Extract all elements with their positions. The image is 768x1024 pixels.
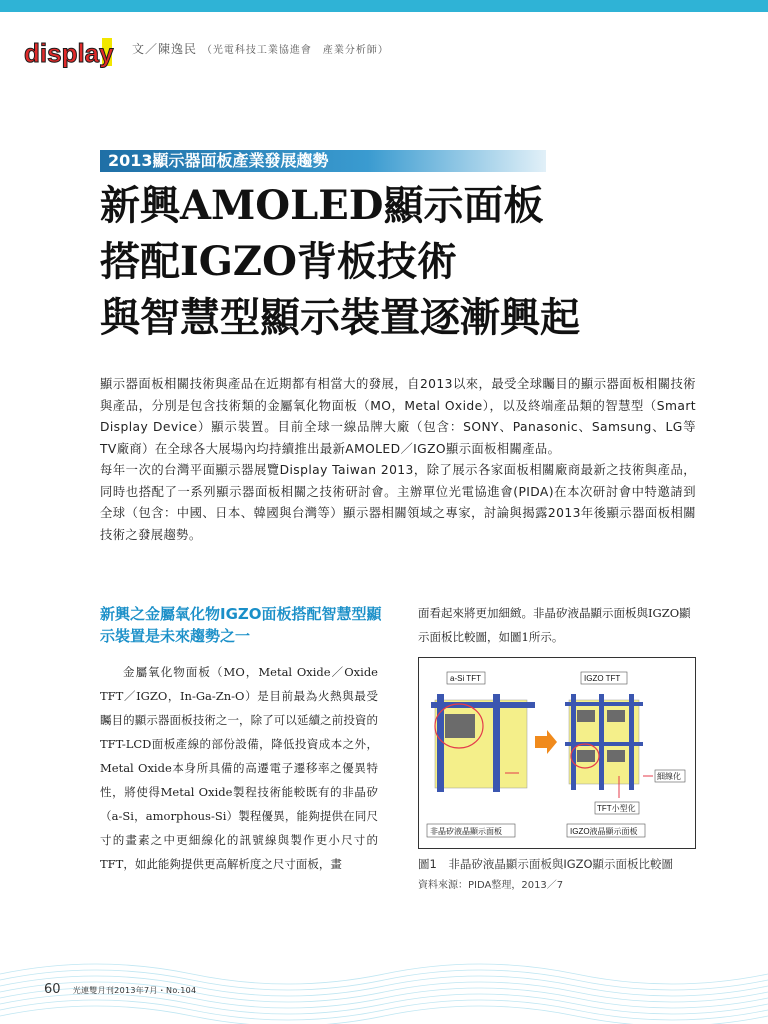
author-affiliation: （光電科技工業協進會 產業分析師） [201,45,389,56]
body-paragraph: 金屬氧化物面板（MO，Metal Oxide／Oxide TFT／IGZO，In-Ga-Zn-O）是目前最為火熱與最受矚目的顯示器面板技術之一，除了可以延續之前投資的TFT-LCD面板產線的部份設備，降低投資成本之外，Metal Oxide本身所具備的高遷電子遷移率之優異特性，將使得Metal Oxide製程技術能較既有的非晶矽（a-Si，amorphous-Si）製程優異，能夠提供在同尺寸的畫素之中更細線化的訊號線與製作更小尺寸的TFT，如此能夠提供更高解析度之尺寸面板，畫 [100,665,378,871]
title-line-2: 搭配IGZO背板技術 [100,238,457,285]
article-title [100,178,580,346]
figure-caption: 圖1 非晶矽液晶顯示面板與IGZO顯示面板比較圖 [418,857,674,871]
transition-arrow [535,730,557,754]
lead-paragraph-1: 顯示器面板相關技術與產品在近期都有相當大的發展，自2013以來，最受全球矚目的顯示器面板相關技術與產品，分別是包含技術類的金屬氧化物面板（MO，Metal Oxide），以及終端產品類的智慧型（Smart Display Device）顯示裝置。目前全球一線品牌大廠（包含：SONY、Panasonic、Samsung、LG等TV廠商）在全球各大展場內均持續推出最新AMOLED／IGZO顯示面板相關產品。 [100,377,696,456]
author: 文／陳逸民 [132,42,198,56]
igzo-tft-block [607,710,625,722]
igzo-tft-block [577,750,595,762]
magazine-issue: 光連雙月刊2013年7月・No.104 [72,986,197,995]
igzo-panel [565,694,653,798]
igzo-tft-block [607,750,625,762]
fine-line-callout-text: 細線化 [657,772,681,781]
body-column-right [418,601,698,649]
tft-small-callout-text: TFT小型化 [597,804,636,813]
byline [132,40,389,57]
asi-panel [431,694,535,792]
lead-paragraphs [100,374,696,546]
asi-tft-block [445,714,475,738]
figure-source: 資料來源：PIDA整理，2013／7 [418,880,564,891]
igzo-tft-block [577,710,595,722]
figure-1 [418,657,696,849]
lead-paragraph-2: 每年一次的台灣平面顯示器展覽Display Taiwan 2013，除了展示各家面板相關廠商最新之技術與產品，同時也搭配了一系列顯示器面板相關之技術研討會。主辦單位光電協進會(PIDA)在本次研討會中特邀請到全球（包含：中國、日本、韓國與台灣等）顯示器相關領域之專家，討論與揭露2013年後顯示器面板相關技術之發展趨勢。 [100,463,696,542]
body-column-left [100,660,378,876]
asi-tft-tag-text: a-Si TFT [450,674,481,683]
page-footer [44,982,196,997]
page-number: 60 [44,982,61,997]
section-heading: 新興之金屬氧化物IGZO面板搭配智慧型顯示裝置是未來趨勢之一 [100,605,382,645]
comparison-diagram [419,658,695,848]
asi-panel-caption: 非晶矽液晶顯示面板 [430,827,502,836]
title-line-3: 與智慧型顯示裝置逐漸興起 [100,294,580,341]
top-color-bar [0,0,768,12]
series-label: 2013顯示器面板產業發展趨勢 [100,150,546,172]
body-paragraph-continued: 面看起來將更加細緻。非晶矽液晶顯示面板與IGZO顯示面板比較圖，如圖1所示。 [418,606,691,644]
igzo-tft-tag-text: IGZO TFT [584,674,621,683]
igzo-panel-caption: IGZO液晶顯示面板 [570,827,638,836]
title-line-1: 新興AMOLED顯示面板 [100,182,544,229]
svg-text:display: display [24,38,114,68]
display-logo [22,36,114,70]
